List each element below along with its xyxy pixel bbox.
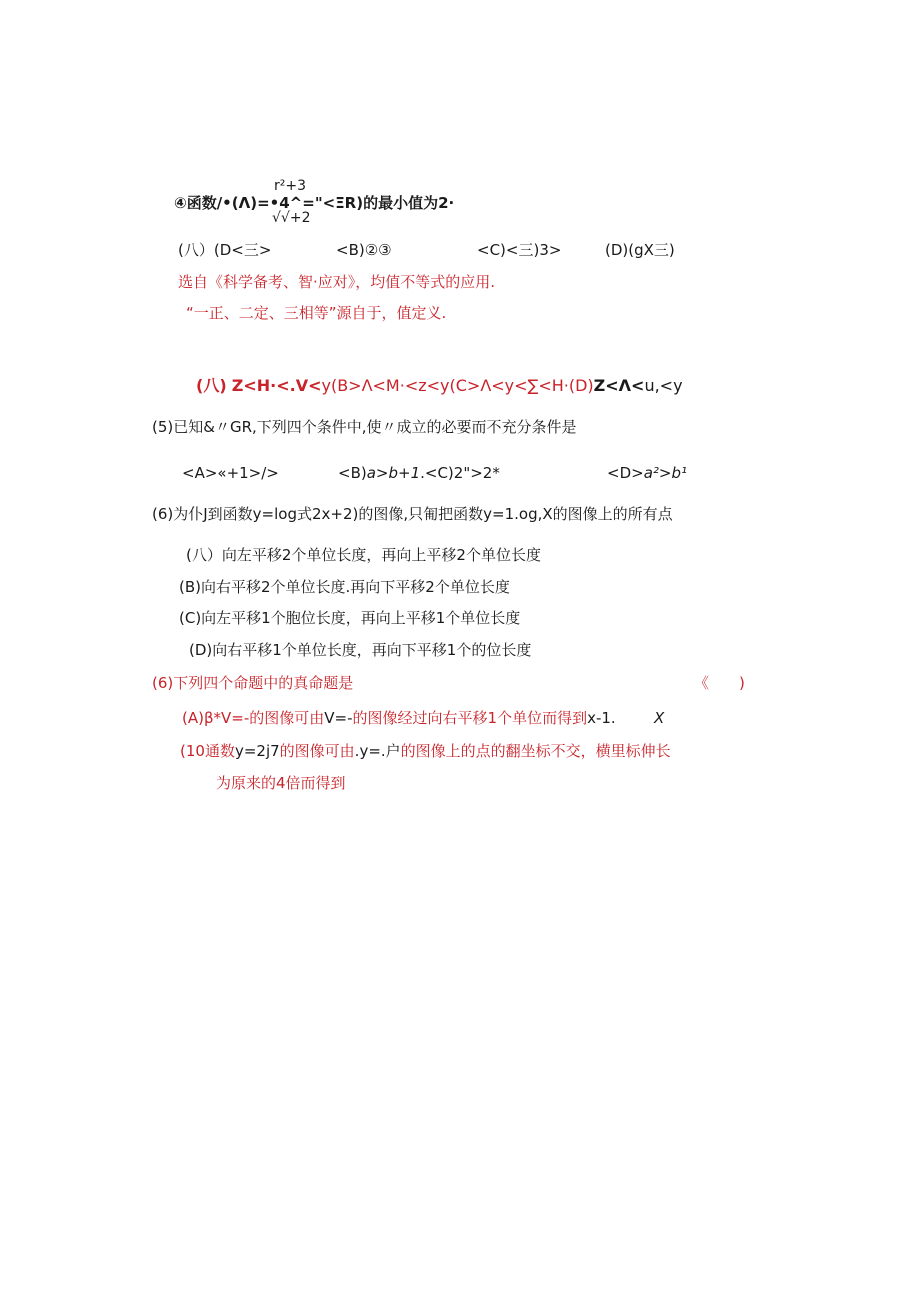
option-d: (D)(gX三) (605, 241, 675, 259)
section-heading (196, 376, 683, 395)
q6b-a-mark: X (654, 709, 665, 727)
q5-option-a: <A>«+1>/> (182, 464, 279, 482)
option-c: <C)<三)3> (477, 241, 562, 259)
note-principle: “一正、二定、三相等”源自于，值定义. (186, 304, 447, 322)
q6b-option-b-continued: 为原来的4倍而得到 (216, 774, 346, 792)
q6b-option-a (182, 709, 616, 727)
question-6: (6)为仆J到函数y=log式2x+2)的图像,只匍把函数y=1.og,X的图像上的所有点 (152, 505, 673, 523)
q6-option-d: (D)向右平移1个单位长度，再向下平移1个的位长度 (189, 641, 532, 659)
q5-option-b-text: a>b+1 (366, 464, 421, 482)
option-b: <B)②③ (336, 241, 392, 259)
question-5: (5)已知&〃GR,下列四个条件中,使〃成立的必要而不充分条件是 (152, 418, 577, 436)
option-a: (八）(D<三> (178, 241, 272, 259)
q6b-b-part3: 的图像可由 (279, 742, 355, 760)
item4-superscript: r²+3 (274, 178, 307, 194)
heading-part1: (八) (196, 376, 227, 395)
q6b-b-part1: (10通数 (180, 742, 235, 760)
q6-option-c: (C)向左平移1个胞位长度，再向上平移1个单位长度 (179, 609, 521, 627)
heading-part3: y(B>Λ<M·<z<y(C>Λ<y<∑<H·(D) (321, 376, 594, 395)
heading-part5: u,<y (644, 376, 683, 395)
question-6b: (6)下列四个命题中的真命题是 (152, 674, 354, 692)
q6-option-a: (八）向左平移2个单位长度，再向上平移2个单位长度 (186, 546, 541, 564)
q5-option-b-c (338, 464, 500, 482)
heading-part4: Z<Λ< (593, 376, 645, 395)
q6b-a-part2: 的图像可由 (249, 709, 325, 727)
q6b-a-part3: V=- (324, 709, 353, 727)
q6b-b-part2: y=2j7 (234, 742, 280, 760)
q6b-a-part4: 的图像经过向右平移1个单位而得到 (352, 709, 588, 727)
heading-part2: Z<H·<.V< (231, 376, 322, 395)
q5-option-d-label: <D> (607, 464, 644, 482)
q6b-a-part5: x-1. (587, 709, 616, 727)
q6-option-b: (B)向右平移2个单位长度.再向下平移2个单位长度 (179, 578, 510, 596)
q6b-b-part5: 的图像上的点的翻坐标不交，横里标伸长 (400, 742, 671, 760)
answer-bracket: 《 ) (694, 674, 745, 692)
q5-option-d (607, 464, 687, 482)
item4-text: ④函数/•(Λ)=•4^="<ΞR)的最小值为2· (174, 194, 455, 212)
q5-option-b-label: <B) (338, 464, 367, 482)
q6b-b-part4: .y=.户 (354, 742, 401, 760)
q5-option-c-text: .<C)2">2* (420, 464, 500, 482)
q6b-option-b (180, 742, 671, 760)
item4-subscript: √√+2 (272, 210, 311, 226)
q5-option-d-text: a²>b¹ (643, 464, 687, 482)
q6b-a-part1: (A)β*V=- (182, 709, 250, 727)
note-source: 选自《科学备考、智·应对》，均值不等式的应用. (178, 273, 496, 291)
